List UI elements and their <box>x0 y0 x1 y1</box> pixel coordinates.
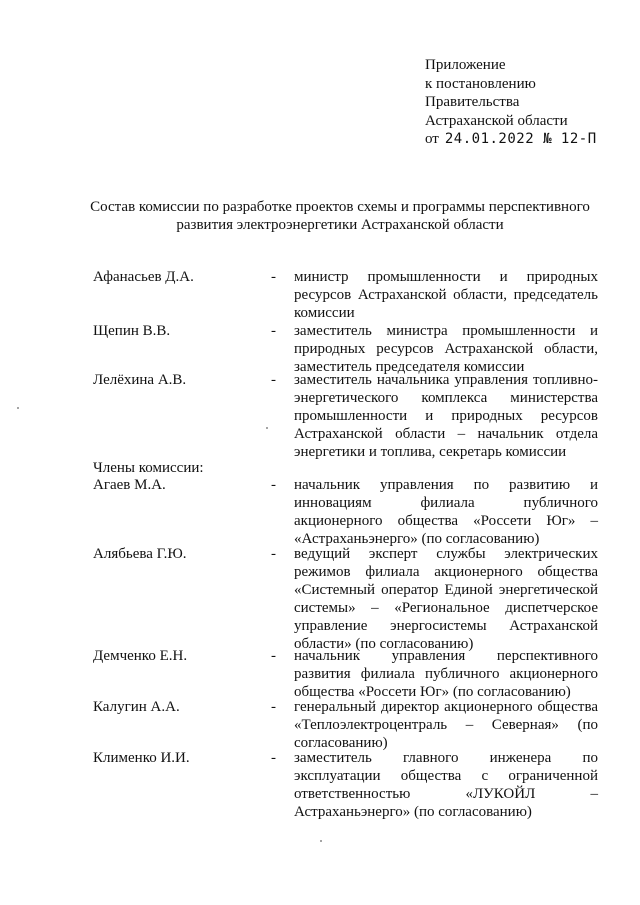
separator-dash: - <box>271 648 276 664</box>
member-description: заместитель министра промышленности и природных ресурсов Астраханской области, заместитель председателя комиссии <box>294 323 598 375</box>
member-description: начальник управления по развитию и инновациям филиала публичного акционерного общества «Россети Юг» – «Астраханьэнерго» (по согласованию) <box>294 477 598 547</box>
separator-dash: - <box>271 750 276 766</box>
member-name: Калугин А.А. <box>93 699 180 715</box>
document-title: Состав комиссии по разработке проектов схемы и программы перспективного развития электроэнергетики Астраханской области <box>90 199 590 233</box>
member-name: Демченко Е.Н. <box>93 648 188 664</box>
member-description: министр промышленности и природных ресурсов Астраханской области, председатель комиссии <box>294 269 598 321</box>
member-description: заместитель главного инженера по эксплуатации общества с ограниченной ответственностью «ЛУКОЙЛ – Астраханьэнерго» (по согласованию) <box>294 750 598 820</box>
scan-speck <box>266 427 268 429</box>
handwritten-date: 24.01.2022 № 12-П <box>444 131 597 147</box>
member-name: Щепин В.В. <box>93 323 171 339</box>
member-description: генеральный директор акционерного общества «Теплоэлектроцентраль – Северная» (по согласованию) <box>294 699 598 751</box>
separator-dash: - <box>271 477 276 493</box>
member-description: начальник управления перспективного развития филиала публичного акционерного общества «Россети Юг» (по согласованию) <box>294 648 598 700</box>
separator-dash: - <box>271 269 276 285</box>
separator-dash: - <box>271 699 276 715</box>
appendix-line: к постановлению <box>425 75 536 92</box>
member-name: Клименко И.И. <box>93 750 190 766</box>
member-description: ведущий эксперт службы электрических режимов филиала акционерного общества «Системный оператор Единой энергетической системы» – «Региональное диспетчерское управление энергосистемы Астраханской области» (по согласованию) <box>294 546 598 652</box>
appendix-line: Приложение <box>425 57 506 73</box>
separator-dash: - <box>271 323 276 339</box>
member-name: Афанасьев Д.А. <box>93 269 194 285</box>
separator-dash: - <box>271 372 276 388</box>
separator-dash: - <box>271 546 276 562</box>
member-description: заместитель начальника управления топливно-энергетического комплекса министерства промышленности и природных ресурсов Астраханской области – начальник отдела энергетики и топлива, секретарь комиссии <box>294 372 598 460</box>
appendix-line: Правительства <box>425 94 520 110</box>
date-prefix: от <box>425 131 439 147</box>
appendix-line: Астраханской области <box>425 112 568 129</box>
member-name: Лелёхина А.В. <box>93 372 187 388</box>
member-name: Агаев М.А. <box>93 477 166 493</box>
scan-speck <box>320 840 322 842</box>
member-name: Алябьева Г.Ю. <box>93 546 187 562</box>
scan-speck <box>17 407 19 409</box>
members-label: Члены комиссии: <box>93 460 204 476</box>
